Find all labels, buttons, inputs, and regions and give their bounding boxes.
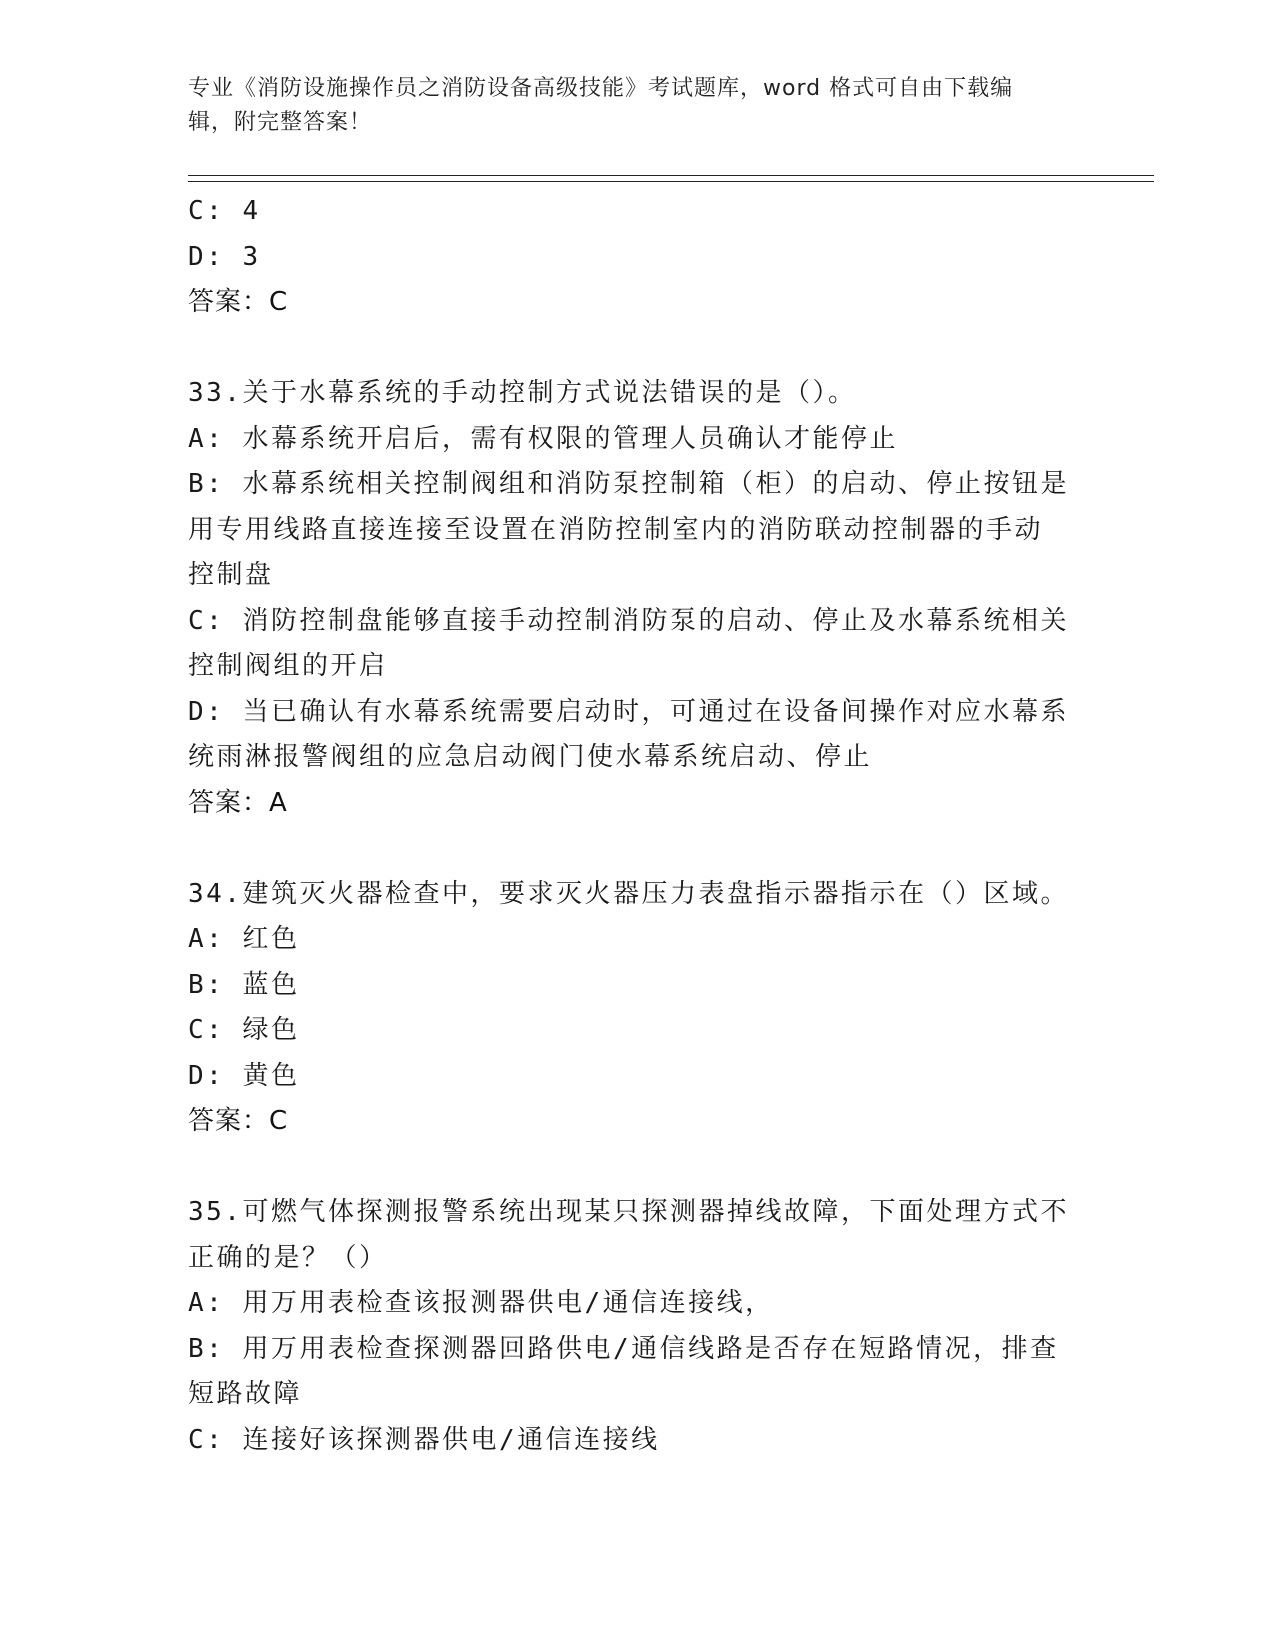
option-line: D: 黄色 xyxy=(188,1060,300,1091)
answer-line: 答案：C xyxy=(188,1106,289,1136)
header-line-1: 专业《消防设施操作员之消防设备高级技能》考试题库，word 格式可自由下载编 xyxy=(188,76,1014,101)
option-line: A: 用万用表检查该报测器供电/通信连接线， xyxy=(188,1288,774,1318)
header-divider-bottom xyxy=(188,181,1154,182)
option-line: B: 用万用表检查探测器回路供电/通信线路是否存在短路情况，排查 xyxy=(188,1333,1059,1364)
option-line: C: 连接好该探测器供电/通信连接线 xyxy=(188,1424,660,1455)
option-line: 控制阀组的开启 xyxy=(188,651,388,681)
option-line: C: 绿色 xyxy=(188,1015,300,1045)
question-stem: 35.可燃气体探测报警系统出现某只探测器掉线故障，下面处理方式不 xyxy=(188,1197,1069,1227)
option-line: B: 水幕系统相关控制阀组和消防泵控制箱（柜）的启动、停止按钮是 xyxy=(188,469,1069,499)
answer-line: 答案：C xyxy=(188,287,289,317)
question-content xyxy=(188,189,1088,1463)
option-line: 统雨淋报警阀组的应急启动阀门使水幕系统启动、停止 xyxy=(188,742,873,772)
header-divider-top xyxy=(188,175,1154,176)
question-stem: 33.关于水幕系统的手动控制方式说法错误的是（）。 xyxy=(188,378,857,408)
option-line: C: 4 xyxy=(188,196,261,226)
spacer xyxy=(188,1145,1088,1191)
header-line-2: 辑，附完整答案！ xyxy=(188,110,373,135)
question-stem: 正确的是？（） xyxy=(188,1242,388,1273)
answer-line: 答案：A xyxy=(188,787,288,818)
option-line: C: 消防控制盘能够直接手动控制消防泵的启动、停止及水幕系统相关 xyxy=(188,605,1069,636)
option-line: A: 水幕系统开启后，需有权限的管理人员确认才能停止 xyxy=(188,423,898,454)
document-header xyxy=(188,72,1068,140)
option-line: 短路故障 xyxy=(188,1379,303,1409)
option-line: 控制盘 xyxy=(188,560,274,590)
option-line: D: 当已确认有水幕系统需要启动时，可通过在设备间操作对应水幕系 xyxy=(188,696,1069,727)
option-line: A: 红色 xyxy=(188,924,300,954)
option-line: B: 蓝色 xyxy=(188,969,300,1000)
spacer xyxy=(188,326,1088,372)
spacer xyxy=(188,826,1088,872)
option-line: 用专用线路直接连接至设置在消防控制室内的消防联动控制器的手动 xyxy=(188,514,1044,545)
question-stem: 34.建筑灭火器检查中，要求灭火器压力表盘指示器指示在（）区域。 xyxy=(188,878,1069,909)
option-line: D: 3 xyxy=(188,241,261,272)
